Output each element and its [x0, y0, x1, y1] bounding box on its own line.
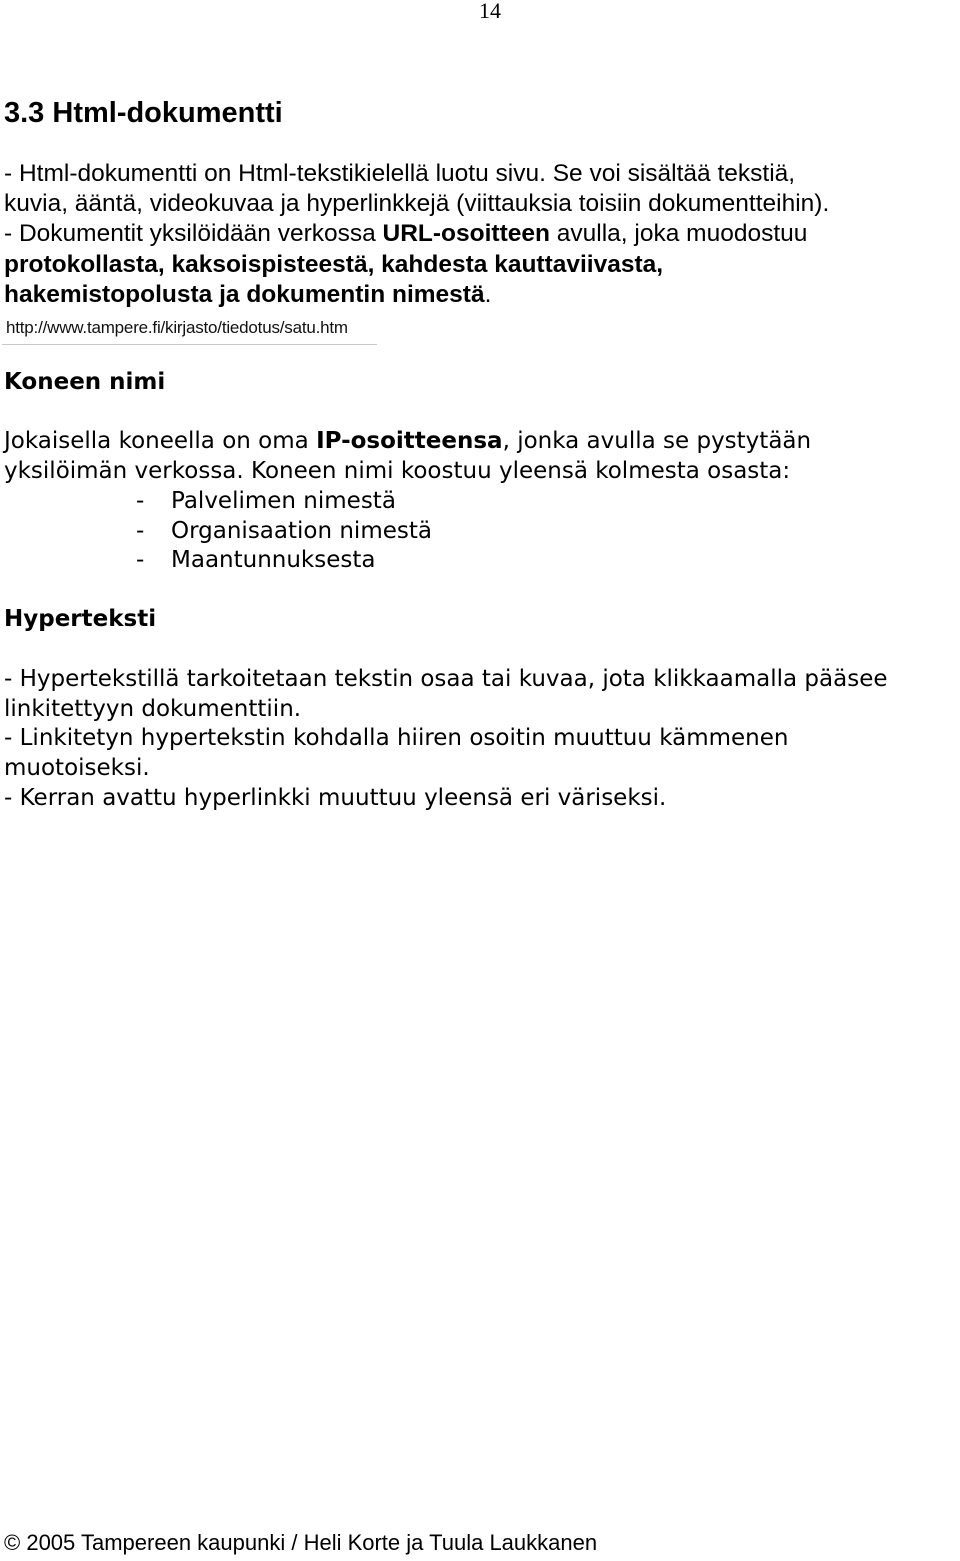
page-title: 3.3 Html-dokumentti: [4, 97, 283, 129]
url-parts-text: hakemistopolusta ja dokumentin nimestä: [4, 281, 485, 308]
list-item: [136, 487, 396, 517]
copyright-icon: ©: [4, 1530, 21, 1555]
koneen-text: Jokaisella koneella on oma: [4, 428, 317, 454]
section-title-hyperteksti: Hyperteksti: [4, 606, 157, 632]
url-paragraph-line-2: [4, 250, 663, 280]
url-paragraph-line-1: [4, 219, 807, 249]
intro-line-1: - Html-dokumentti on Html-tekstikielellä luotu sivu. Se voi sisältää tekstiä,: [4, 160, 796, 187]
list-dash: -: [136, 518, 145, 544]
koneen-line-2: yksilöimän verkossa. Koneen nimi koostuu yleensä kolmesta osasta:: [4, 458, 791, 484]
koneen-line-1: [4, 427, 811, 457]
url-example-text: http://www.tampere.fi/kirjasto/tiedotus/satu.htm: [6, 318, 348, 337]
hyper-line-1: - Hypertekstillä tarkoitetaan tekstin osaa tai kuvaa, jota klikkaamalla pääsee: [4, 666, 888, 692]
url-term: URL-osoitteen: [382, 220, 550, 247]
url-paragraph-text: - Dokumentit yksilöidään verkossa: [4, 220, 383, 247]
section-title-koneen-nimi: Koneen nimi: [4, 369, 166, 395]
url-paragraph-text: avulla, joka muodostuu: [549, 220, 808, 247]
url-paragraph-period: .: [484, 281, 492, 308]
list-item-text: Maantunnuksesta: [171, 547, 376, 573]
list-item-text: Organisaation nimestä: [171, 518, 432, 544]
hyper-line-2: linkitettyyn dokumenttiin.: [4, 696, 302, 722]
list-item-text: Palvelimen nimestä: [171, 488, 396, 514]
list-item: [136, 546, 375, 576]
url-parts-text: protokollasta, kaksoispisteestä, kahdesta kauttaviivasta,: [4, 251, 664, 278]
footer-copyright: [4, 1529, 597, 1557]
ip-term: IP-osoitteensa: [316, 428, 503, 454]
list-dash: -: [136, 488, 145, 514]
koneen-text: , jonka avulla se pystytään: [502, 428, 812, 454]
list-item: [136, 517, 432, 547]
hyper-line-3: - Linkitetyn hypertekstin kohdalla hiiren osoitin muuttuu kämmenen: [4, 725, 789, 751]
hyper-line-4: muotoiseksi.: [4, 755, 150, 781]
list-dash: -: [136, 547, 145, 573]
url-example-image: [2, 316, 377, 345]
footer-text: 2005 Tampereen kaupunki / Heli Korte ja Tuula Laukkanen: [20, 1530, 598, 1555]
url-paragraph-line-3: [4, 280, 491, 310]
page-number: 14: [479, 0, 501, 23]
intro-line-2: kuvia, ääntä, videokuvaa ja hyperlinkkejä (viittauksia toisiin dokumentteihin).: [4, 190, 830, 217]
hyper-line-5: - Kerran avattu hyperlinkki muuttuu yleensä eri väriseksi.: [4, 785, 667, 811]
